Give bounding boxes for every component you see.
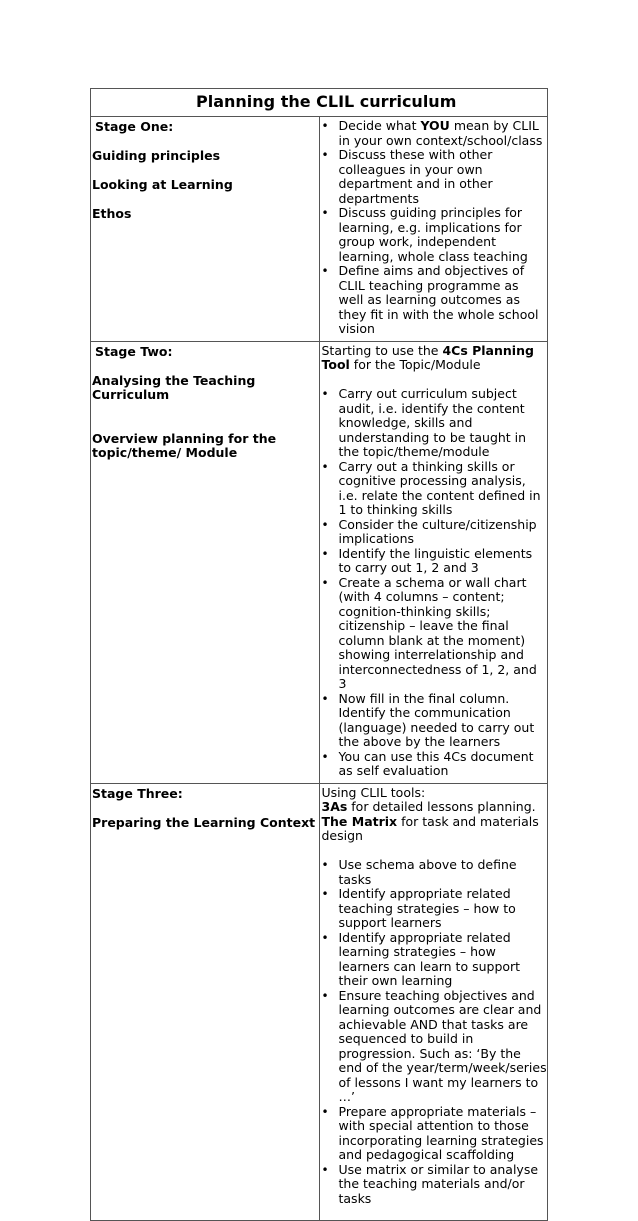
list-item: • Now fill in the final column. Identify the communication (language) needed to carry out the above by the learners (322, 692, 548, 750)
stage-one-label: Looking at Learning (92, 177, 233, 192)
list-item: • Use schema above to define tasks (322, 858, 548, 887)
stage-one-heading: Stage One: (95, 119, 174, 134)
stage-one-content (319, 117, 548, 342)
stage-two-label: Overview planning for the topic/theme/ Module (92, 430, 277, 460)
stage-three-bullets (322, 858, 548, 1206)
list-item: • Discuss these with other colleagues in your own department and in other departments (322, 148, 548, 206)
list-item: • Carry out a thinking skills or cognitive processing analysis, i.e. relate the content defined in 1 to thinking skills (322, 460, 548, 518)
stage-two-content (319, 341, 548, 783)
stage-one-label: Guiding principles (92, 148, 221, 163)
list-item: • Create a schema or wall chart (with 4 columns – content; cognition-thinking skills; citizenship – leave the final column blank at the moment) showing interrelationship and interconnectedness of 1, 2, and 3 (322, 576, 548, 692)
list-item: • Use matrix or similar to analyse the teaching materials and/or tasks (322, 1163, 548, 1207)
clil-planning-table (90, 88, 548, 1221)
title-row (91, 89, 548, 117)
stage-three-label: Preparing the Learning Context (92, 814, 316, 830)
stage-three-row (91, 783, 548, 1221)
stage-three-tool: 3As for detailed lessons planning. (321, 799, 536, 814)
stage-two-heading: Stage Two: (95, 343, 173, 359)
stage-one-label: Ethos (92, 206, 132, 221)
stage-one-bullets (322, 119, 548, 337)
stage-three-intro: Using CLIL tools: (321, 784, 426, 800)
table-title: Planning the CLIL curriculum (91, 89, 548, 117)
list-item: • Prepare appropriate materials – with special attention to those incorporating learning strategies and pedagogical scaffolding (322, 1105, 548, 1163)
stage-two-intro: Starting to use the 4Cs Planning Tool for the Topic/Module (321, 342, 534, 372)
list-item: • You can use this 4Cs document as self evaluation (322, 750, 548, 779)
stage-two-bullets (322, 387, 548, 779)
stage-two-row (91, 341, 548, 783)
list-item: • Decide what YOU mean by CLIL in your own context/school/class (322, 119, 548, 148)
list-item: • Discuss guiding principles for learning, e.g. implications for group work, independent learning, whole class teaching (322, 206, 548, 264)
stage-two-label: Analysing the Teaching Curriculum (92, 372, 256, 402)
list-item: • Identify appropriate related teaching strategies – how to support learners (322, 887, 548, 931)
stage-two-labels (91, 341, 320, 783)
list-item: • Carry out curriculum subject audit, i.e. identify the content knowledge, skills and understanding to be taught in the topic/theme/module (322, 387, 548, 460)
list-item: • Identify appropriate related learning strategies – how learners can learn to support their own learning (322, 931, 548, 989)
list-item: • Identify the linguistic elements to carry out 1, 2 and 3 (322, 547, 548, 576)
list-item: • Ensure teaching objectives and learning outcomes are clear and achievable AND that tasks are sequenced to build in progression. Such as: ‘By the end of the year/term/week/series of lessons I want my learners to …’ (322, 989, 548, 1105)
stage-three-labels (91, 783, 320, 1221)
stage-three-heading: Stage Three: (92, 785, 183, 801)
list-item: • Consider the culture/citizenship implications (322, 518, 548, 547)
stage-one-row (91, 117, 548, 342)
stage-three-tool: The Matrix for task and materials design (321, 813, 539, 843)
list-item: • Define aims and objectives of CLIL teaching programme as well as learning outcomes as they fit in with the whole school vision (322, 264, 548, 337)
stage-three-content (319, 783, 548, 1221)
stage-one-labels (91, 117, 320, 342)
